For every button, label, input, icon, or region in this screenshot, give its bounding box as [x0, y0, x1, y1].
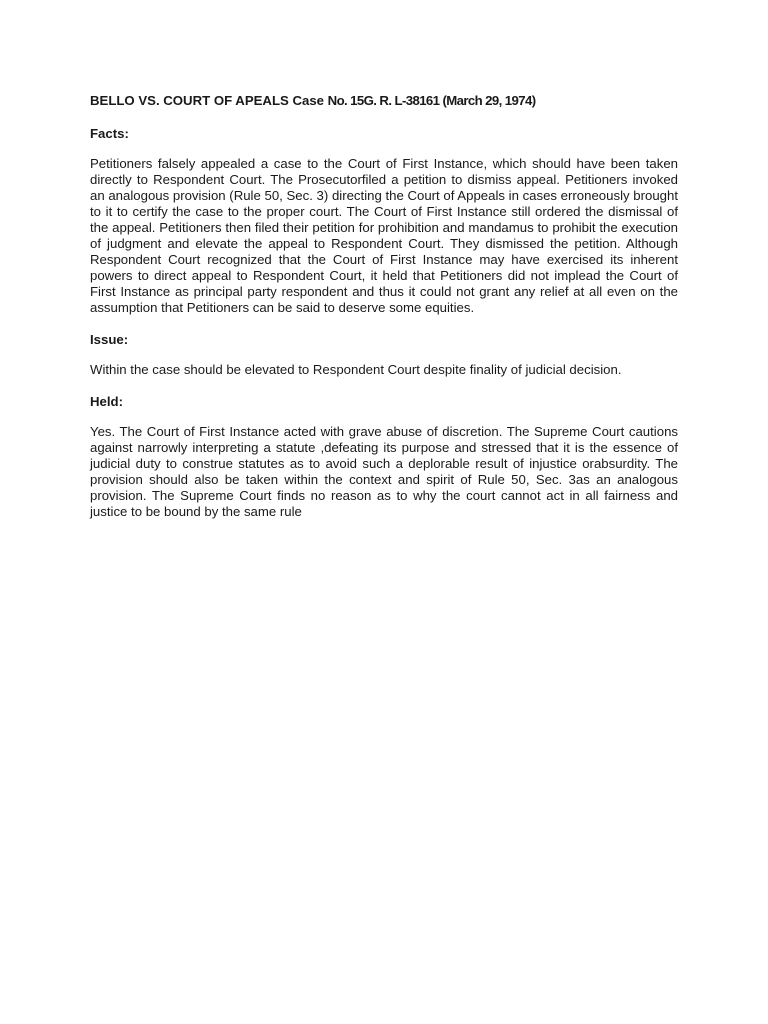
facts-paragraph: Petitioners falsely appealed a case to the Court of First Instance, which should have been taken directly to Respondent Court. The Prosecutorfiled a petition to dismiss appeal. Petitioners invoked an analogous provision (Rule 50, Sec. 3) directing the Court of Appeals in cases erroneously brought to it to certify the case to the proper court. The Court of First Instance still ordered the dismissal of the appeal. Petitioners then filed their petition for prohibition and mandamus to prohibit the execution of judgment and elevate the appeal to Respondent Court. They dismissed the petition. Although Respondent Court recognized that the Court of First Instance may have exercised its inherent powers to direct appeal to Respondent Court, it held that Petitioners did not implead the Court of First Instance as principal party respondent and thus it could not grant any relief at all even on the assumption that Petitioners can be said to deserve some equities. [90, 156, 678, 315]
case-number: No. 15G. R. L-38161 (March 29, 1974) [327, 93, 536, 108]
case-title [90, 92, 678, 110]
facts-heading: Facts: [90, 126, 129, 141]
case-title-main: BELLO VS. COURT OF APEALS Case [90, 93, 324, 108]
issue-paragraph: Within the case should be elevated to Respondent Court despite finality of judicial decision. [90, 362, 622, 377]
held-heading: Held: [90, 394, 123, 409]
held-paragraph: Yes. The Court of First Instance acted with grave abuse of discretion. The Supreme Court cautions against narrowly interpreting a statute ,defeating its purpose and stressed that it is the essence of judicial duty to construe statutes as to avoid such a deplorable result of injustice orabsurdity. The provision should also be taken within the context and spirit of Rule 50, Sec. 3as an analogous provision. The Supreme Court finds no reason as to why the court cannot act in all fairness and justice to be bound by the same rule [90, 424, 678, 519]
document-page [90, 92, 678, 520]
issue-heading: Issue: [90, 332, 129, 347]
